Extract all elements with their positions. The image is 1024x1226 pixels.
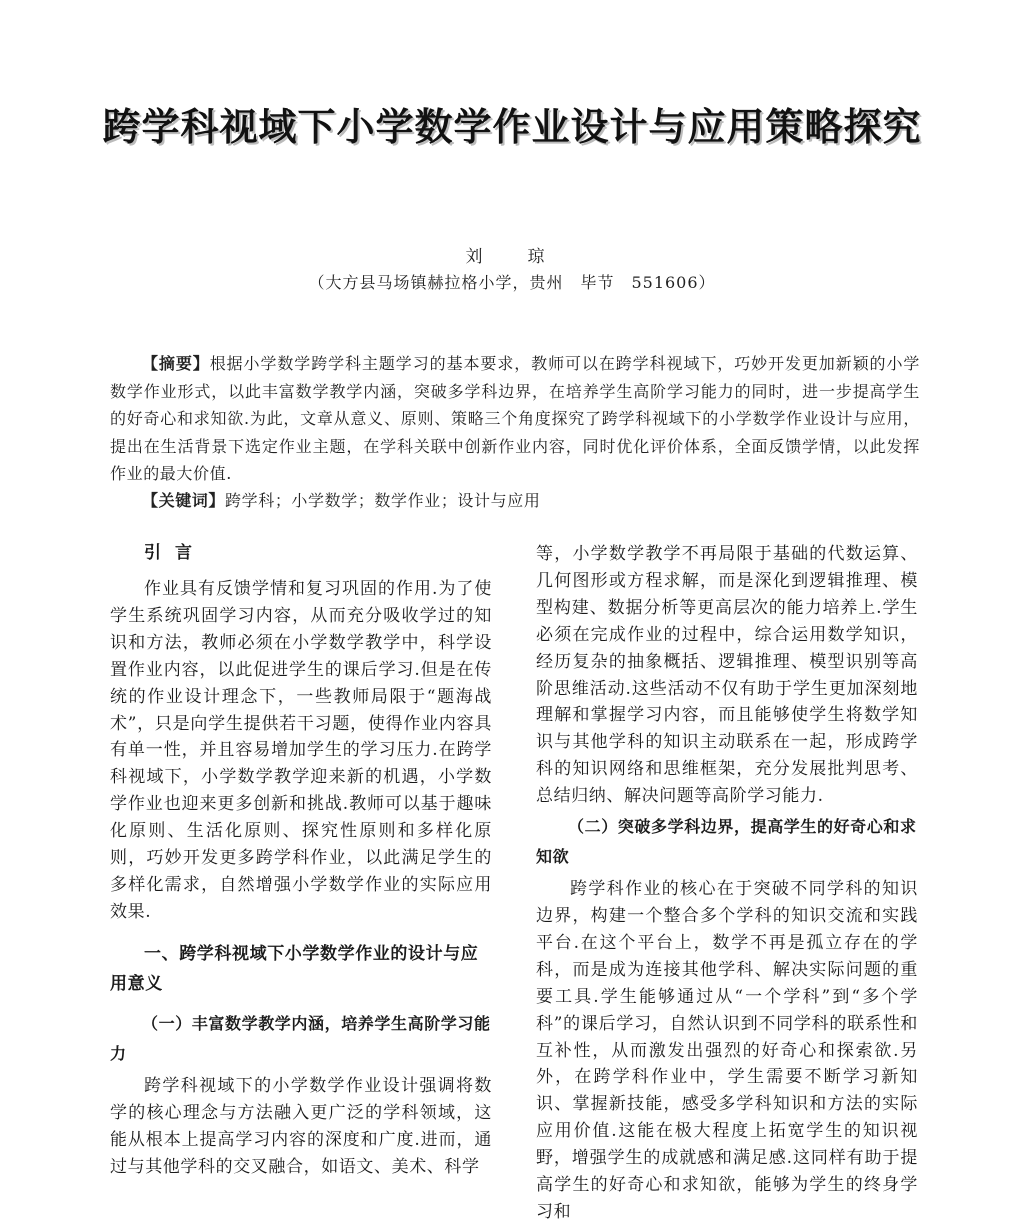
keywords-text: 跨学科；小学数学；数学作业；设计与应用 xyxy=(225,491,541,510)
keywords-label: 【关键词】 xyxy=(142,491,226,510)
subsection2-heading: （二）突破多学科边界，提高学生的好奇心和求知欲 xyxy=(536,817,917,867)
left-column xyxy=(110,538,492,1180)
keywords-block xyxy=(110,488,920,514)
right-column xyxy=(536,541,918,1226)
abstract-label: 【摘要】 xyxy=(142,354,210,373)
abstract-text: 根据小学数学跨学科主题学习的基本要求，教师可以在跨学科视域下，巧妙开发更加新颖的小学数学作业形式，以此丰富数学教学内涵，突破多学科边界，在培养学生高阶学习能力的同时，进一步提高学生的好奇心和求知欲.为此，文章从意义、原则、策略三个角度探究了跨学科视域下的小学数学作业设计与应用，提出在生活背景下选定作业主题，在学科关联中创新作业内容，同时优化评价体系，全面反馈学情，以此发挥作业的最大价值. xyxy=(110,354,920,483)
intro-heading: 引言 xyxy=(144,543,206,563)
subsection1-paragraph: 跨学科视域下的小学数学作业设计强调将数学的核心理念与方法融入更广泛的学科领域，这能从根本上提高学习内容的深度和广度.进而，通过与其他学科的交叉融合，如语文、美术、科学 xyxy=(110,1075,492,1177)
subsection1-heading: （一）丰富数学教学内涵，培养学生高阶学习能力 xyxy=(110,1013,491,1063)
article-title: 跨学科视域下小学数学作业设计与应用策略探究 xyxy=(102,105,922,149)
intro-paragraph: 作业具有反馈学情和复习巩固的作用.为了使学生系统巩固学习内容，从而充分吸收学过的知识和方法，教师必须在小学数学教学中，科学设置作业内容，以此促进学生的课后学习.但是在传统的作业设计理念下，一些教师局限于“题海战术”，只是向学生提供若干习题，使得作业内容具有单一性，并且容易增加学生的学习压力.在跨学科视域下，小学数学教学迎来新的机遇，小学数学作业也迎来更多创新和挑战.教师可以基于趣味化原则、生活化原则、探究性原则和多样化原则，巧妙开发更多跨学科作业，以此满足学生的多样化需求，自然增强小学数学作业的实际应用效果. xyxy=(110,579,492,922)
abstract-block xyxy=(110,350,920,488)
section1-heading: 一、跨学科视域下小学数学作业的设计与应用意义 xyxy=(110,943,479,994)
author-name: 刘 琼 xyxy=(465,247,559,267)
subsection2-paragraph: 跨学科作业的核心在于突破不同学科的知识边界，构建一个整合多个学科的知识交流和实践平台.在这个平台上，数学不再是孤立存在的学科，而是成为连接其他学科、解决实际问题的重要工具.学生能够通过从“一个学科”到“多个学科”的课后学习，自然认识到不同学科的联系性和互补性，从而激发出强烈的好奇心和探索欲.另外，在跨学科作业中，学生需要不断学习新知识、掌握新技能，感受多学科知识和方法的实际应用价值.这能在极大程度上拓宽学生的知识视野，增强学生的成就感和满足感.这同样有助于提高学生的好奇心和求知欲，能够为学生的终身学习和 xyxy=(536,879,918,1222)
author-affiliation: （大方县马场镇赫拉格小学，贵州 毕节 551606） xyxy=(308,273,716,292)
continued-paragraph: 等，小学数学教学不再局限于基础的代数运算、几何图形或方程求解，而是深化到逻辑推理、模型构建、数据分析等更高层次的能力培养上.学生必须在完成作业的过程中，综合运用数学知识，经历复杂的抽象概括、逻辑推理、模型识别等高阶思维活动.这些活动不仅有助于学生更加深刻地理解和掌握学习内容，而且能够使学生将数学知识与其他学科的知识主动联系在一起，形成跨学科的知识网络和思维框架，充分发展批判思考、总结归纳、解决问题等高阶学习能力. xyxy=(536,544,918,807)
